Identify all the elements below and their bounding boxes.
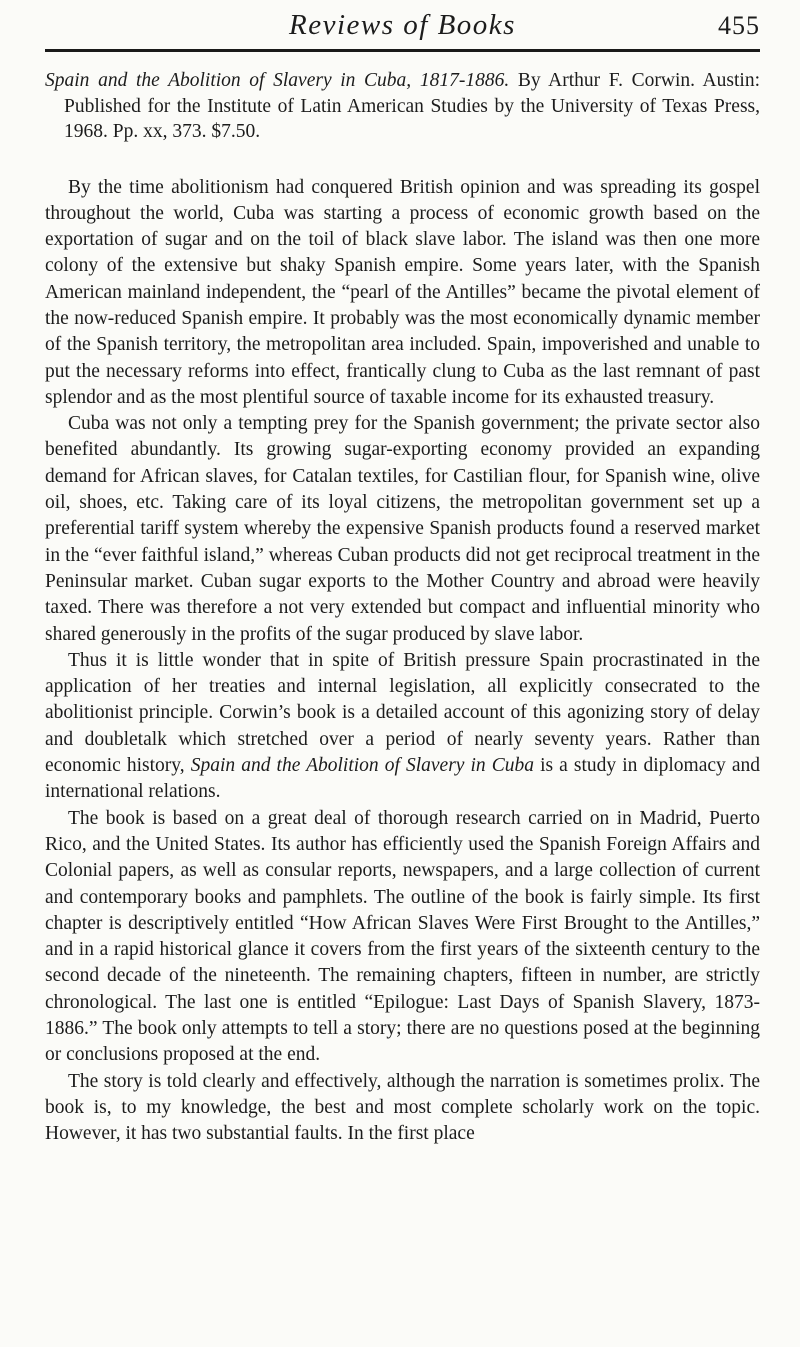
paragraph-2 [45,411,760,648]
paragraph-3-text-after: is a study in diplomacy and international relations. [45,755,760,803]
paragraph-2-text: Cuba was not only a tempting prey for the Spanish government; the private sector also benefited abundantly. Its growing sugar-exporting economy provided an expanding demand for African slaves, for Catalan textiles, for Castilian flour, for Spanish wine, olive oil, shoes, etc. Taking care of its loyal citizens, the metropolitan government set up a preferential tariff system whereby the expensive Spanish products found a reserved market in the “ever faithful island,” whereas Cuban products did not get reciprocal treatment in the Peninsular market. Cuban sugar exports to the Mother Country and abroad were heavily taxed. There was therefore a not very extended but compact and influential minority who shared generously in the profits of the sugar produced by slave labor. [45,413,760,645]
paragraph-1 [45,175,760,412]
paragraph-5 [45,1069,760,1148]
running-header [45,8,760,44]
book-title: Spain and the Abolition of Slavery in Cuba, 1817-1886. [45,70,510,91]
journal-section-title: Reviews of Books [289,9,516,41]
paragraph-1-text: By the time abolitionism had conquered British opinion and was spreading its gospel throughout the world, Cuba was starting a process of economic growth based on the exportation of sugar and on the toil of black slave labor. The island was then one more colony of the extensive but shaky Spanish empire. Some years later, with the Spanish American mainland independent, the “pearl of the Antilles” became the pivotal element of the now-reduced Spanish empire. It probably was the most economically dynamic member of the Spanish territory, the metropolitan area included. Spain, impoverished and unable to put the necessary reforms into effect, frantically clung to Cuba as the last remnant of past splendor and as the most plentiful source of taxable income for its exhausted treasury. [45,176,760,408]
paragraph-3-book-title: Spain and the Abolition of Slavery in Cuba [190,755,534,777]
paragraph-3 [45,648,760,806]
page-number: 455 [718,11,760,40]
citation-details: By Arthur F. Corwin. Austin: Published for the Institute of Latin American Studies by the University of Texas Press, 1968. Pp. xx, 373. $7.50. [64,70,760,142]
paragraph-4-text: The book is based on a great deal of thorough research carried on in Madrid, Puerto Rico, and the United States. Its author has efficiently used the Spanish Foreign Affairs and Colonial papers, as well as consular reports, newspapers, and a large collection of current and contemporary books and pamphlets. The outline of the book is fairly simple. Its first chapter is descriptively entitled “How African Slaves Were First Brought to the Antilles,” and in a rapid historical glance it covers from the first years of the sixteenth century to the second decade of the nineteenth. The remaining chapters, fifteen in number, are strictly chronological. The last one is entitled “Epilogue: Last Days of Spanish Slavery, 1873-1886.” The book only attempts to tell a story; there are no questions posed at the beginning or conclusions proposed at the end. [45,807,760,1066]
header-rule [45,49,760,52]
paragraph-4 [45,806,760,1069]
paragraph-3-text-before: Thus it is little wonder that in spite of British pressure Spain procrastinated in the application of her treaties and internal legislation, all explicitly consecrated to the abolitionist principle. Corwin’s book is a detailed account of this agonizing story of delay and doubletalk which stretched over a period of nearly seventy years. Rather than economic history, [45,649,760,777]
paragraph-5-text: The story is told clearly and effectively, although the narration is sometimes prolix. The book is, to my knowledge, the best and most complete scholarly work on the topic. However, it has two substantial faults. In the first place [45,1070,760,1145]
book-citation [45,68,760,145]
review-body [45,175,760,1148]
